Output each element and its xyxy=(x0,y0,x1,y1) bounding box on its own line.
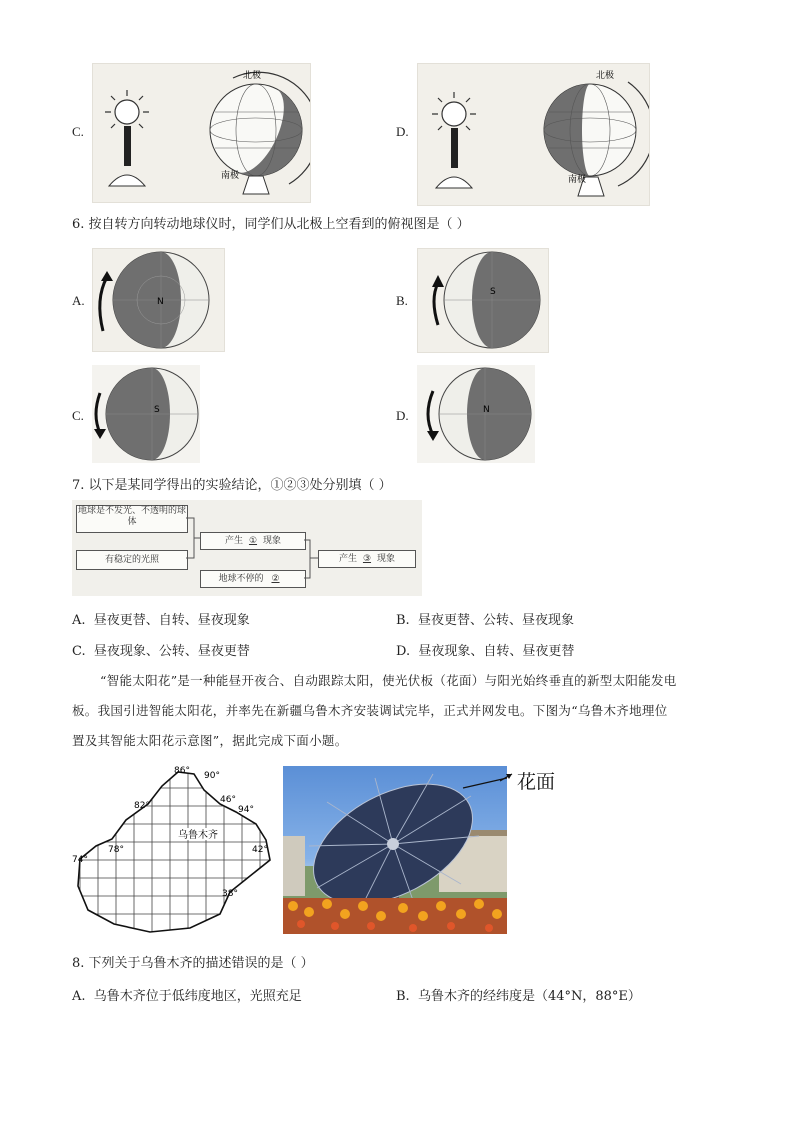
q6-option-a-figure[interactable] xyxy=(92,248,225,352)
q5-option-d-figure[interactable] xyxy=(417,63,650,206)
q7-connectors-right xyxy=(304,500,324,596)
q8-option-b[interactable] xyxy=(396,985,641,1004)
rotation-arrow-icon xyxy=(100,277,107,331)
globe-icon xyxy=(544,82,649,196)
q8-stem: 8. 下列关于乌鲁木齐的描述错误的是（ ） xyxy=(72,956,314,971)
q6-b-pole-label: S xyxy=(490,287,496,297)
q7-option-b[interactable] xyxy=(396,609,574,628)
q6-d-pole-label: N xyxy=(483,405,490,415)
lamp-base-icon xyxy=(436,177,472,188)
q6-c-pole-label: S xyxy=(154,405,160,415)
q6-a-pole-label: N xyxy=(157,297,164,307)
lamp-post-icon xyxy=(124,126,131,166)
map-lat-label-38: 38° xyxy=(222,889,238,899)
q6-d-globe xyxy=(417,365,535,463)
q8-option-a-label: A. xyxy=(72,989,86,1004)
rotation-arrow-icon xyxy=(96,393,100,433)
q5-c-illustration xyxy=(93,64,310,202)
q8-option-a[interactable] xyxy=(72,985,302,1004)
q6-stem: 6. 按自转方向转动地球仪时，同学们从北极上空看到的俯视图是（ ） xyxy=(72,217,470,232)
solar-flower-photo xyxy=(283,766,507,934)
q7-box-phenomenon xyxy=(200,532,306,550)
q7-option-d-text: 昼夜现象、自转、昼夜更替 xyxy=(418,644,575,659)
q5-option-c-label[interactable]: C. xyxy=(72,124,84,139)
q8-option-b-text: 乌鲁木齐的经纬度是（44°N，88°E） xyxy=(417,989,641,1004)
map-lon-label-86: 86° xyxy=(174,766,190,776)
rotation-arrow-icon xyxy=(434,283,438,325)
xinjiang-map xyxy=(70,764,280,936)
q7-box4-prefix: 地球不停的 xyxy=(218,574,264,584)
q6-b-globe xyxy=(418,249,548,352)
xinjiang-map-drawing xyxy=(70,764,280,936)
q5-option-d-label[interactable]: D. xyxy=(396,124,409,139)
q6-option-d-label[interactable]: D. xyxy=(396,408,409,423)
map-lon-label-90: 90° xyxy=(204,771,220,781)
q6-option-c-figure[interactable] xyxy=(92,365,200,463)
rotation-arrow-icon xyxy=(428,391,433,435)
q7-box-motion xyxy=(200,570,306,588)
q7-box5-prefix: 产生 xyxy=(338,554,357,564)
q7-flow-diagram xyxy=(72,500,422,596)
q5-d-north-label: 北极 xyxy=(596,71,615,81)
q7-box-premise-2: 有稳定的光照 xyxy=(76,550,188,570)
q7-box3-prefix: 产生 xyxy=(224,536,243,546)
q7-blank-3: ③ xyxy=(362,554,372,564)
q6-option-b-label[interactable]: B. xyxy=(396,293,408,308)
lamp-base-icon xyxy=(109,175,145,186)
lamp-post-icon xyxy=(451,128,458,168)
q7-box-result xyxy=(318,550,416,568)
solar-flower-illustration xyxy=(283,766,507,934)
map-lon-label-74: 74° xyxy=(72,855,88,865)
passage-line-1: “智能太阳花”是一种能昼开夜合、自动跟踪太阳，使光伏板（花面）与阳光始终垂直的新型太阳能发电 xyxy=(100,673,677,688)
q8-option-b-label: B. xyxy=(396,989,410,1004)
q7-option-b-text: 昼夜更替、公转、昼夜现象 xyxy=(417,613,574,628)
q5-option-c-figure[interactable] xyxy=(92,63,311,203)
q7-box3-suffix: 现象 xyxy=(263,536,282,546)
q6-a-globe xyxy=(93,249,224,351)
q6-option-c-label[interactable]: C. xyxy=(72,408,84,423)
q7-option-a[interactable] xyxy=(72,609,250,628)
q5-c-north-label: 北极 xyxy=(243,71,262,81)
passage-line-3: 置及其智能太阳花示意图”，据此完成下面小题。 xyxy=(72,733,348,748)
q7-option-d-label: D. xyxy=(396,644,411,659)
map-lat-label-46: 46° xyxy=(220,795,236,805)
q7-option-a-text: 昼夜更替、自转、昼夜现象 xyxy=(93,613,250,628)
q5-d-illustration xyxy=(418,64,649,205)
q6-option-d-figure[interactable] xyxy=(417,365,535,463)
q7-option-a-label: A. xyxy=(72,613,86,628)
q7-option-c[interactable] xyxy=(72,640,250,659)
map-lon-label-94: 94° xyxy=(238,805,254,815)
q7-option-c-text: 昼夜现象、公转、昼夜更替 xyxy=(93,644,250,659)
map-lon-label-78: 78° xyxy=(108,845,124,855)
map-lon-label-82: 82° xyxy=(134,801,150,811)
q5-c-south-label: 南极 xyxy=(221,171,240,181)
q7-blank-1: ① xyxy=(248,536,258,546)
q6-c-globe xyxy=(92,365,200,463)
q7-box5-suffix: 现象 xyxy=(377,554,396,564)
q6-option-b-figure[interactable] xyxy=(417,248,549,353)
photo-annotation-label: 花面 xyxy=(517,771,556,793)
q7-stem: 7. 以下是某同学得出的实验结论，①②③处分别填（ ） xyxy=(72,478,392,493)
q7-box-premise-1: 地球是不发光、不透明的球体 xyxy=(76,505,188,533)
map-city-label: 乌鲁木齐 xyxy=(178,830,218,841)
q5-d-south-label: 南极 xyxy=(568,175,587,185)
q6-option-a-label[interactable]: A. xyxy=(72,293,85,308)
q7-blank-2: ② xyxy=(271,574,280,584)
q7-option-d[interactable] xyxy=(396,640,574,659)
q7-option-b-label: B. xyxy=(396,613,410,628)
q7-option-c-label: C. xyxy=(72,644,86,659)
passage-line-2: 板。我国引进智能太阳花，并率先在新疆乌鲁木齐安装调试完毕，正式并网发电。下图为“乌鲁木齐地理位 xyxy=(72,703,668,718)
q8-option-a-text: 乌鲁木齐位于低纬度地区，光照充足 xyxy=(93,989,302,1004)
map-lat-label-42: 42° xyxy=(252,845,268,855)
